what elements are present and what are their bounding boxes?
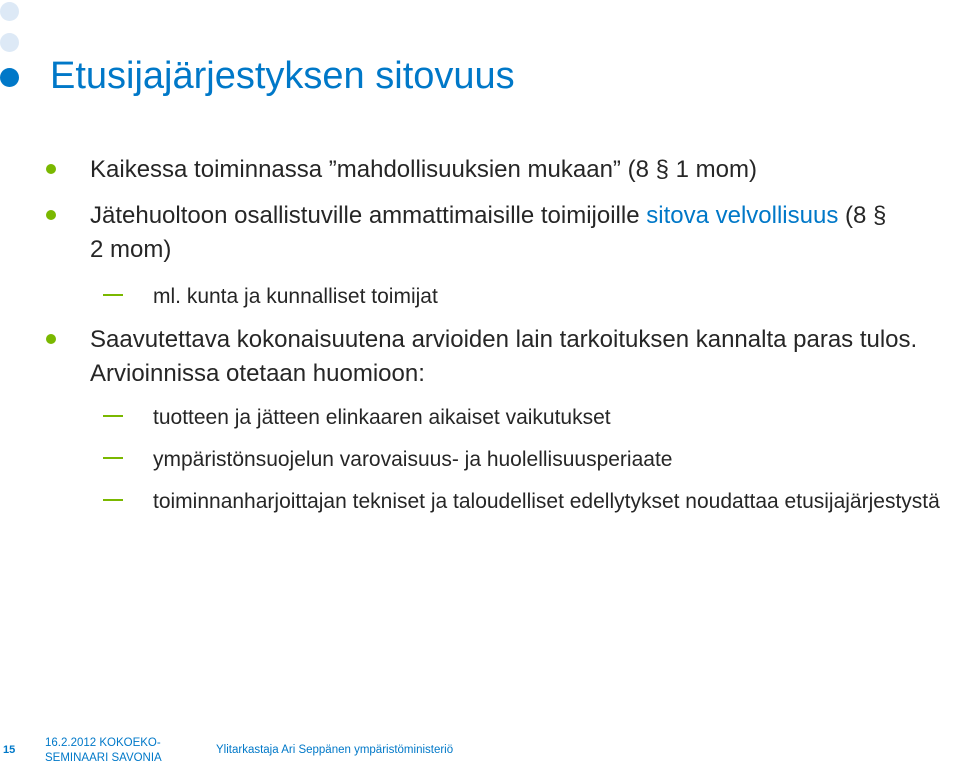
- sub-item-text: ympäristönsuojelun varovaisuus- ja huolellisuusperiaate: [153, 448, 673, 471]
- bullet-marker: [46, 210, 56, 220]
- sub-item-3-1: [153, 401, 953, 434]
- bullet-text-highlight: sitova velvollisuus: [646, 202, 839, 229]
- footer-date: 16.2.2012 KOKOEKO-SEMINAARI SAVONIA: [45, 737, 162, 764]
- decorative-dot-middle: [0, 33, 19, 52]
- bullet-text: Kaikessa toiminnassa ”mahdollisuuksien mukaan” (8 § 1 mom): [90, 156, 757, 183]
- title-dot: [0, 68, 19, 87]
- bullet-text-after: (8 § 2 mom): [90, 202, 887, 263]
- bullet-item-3: [90, 323, 960, 391]
- sub-item-3-2: [153, 443, 953, 476]
- sub-item-2-1: [153, 280, 953, 313]
- sub-item-text: tuotteen ja jätteen elinkaaren aikaiset vaikutukset: [153, 406, 611, 429]
- footer-author: Ylitarkastaja Ari Seppänen ympäristöministeriö: [216, 744, 454, 756]
- bullet-text-before: Jätehuoltoon osallistuville ammattimaisille toimijoille: [90, 202, 647, 229]
- bullet-item-2: [90, 199, 890, 267]
- dash-marker: [103, 294, 123, 296]
- bullet-text: Saavutettava kokonaisuutena arvioiden lain tarkoituksen kannalta paras tulos. Arvioinnissa otetaan huomioon:: [90, 326, 918, 387]
- slide-title: Etusijajärjestyksen sitovuus: [50, 55, 515, 97]
- sub-item-text: toiminnanharjoittajan tekniset ja taloudelliset edellytykset noudattaa etusijajärjestystä: [153, 490, 940, 513]
- decorative-dot-top: [0, 2, 19, 21]
- dash-marker: [103, 415, 123, 417]
- dash-marker: [103, 457, 123, 459]
- bullet-marker: [46, 164, 56, 174]
- page-number: 15: [3, 744, 16, 756]
- sub-item-text: ml. kunta ja kunnalliset toimijat: [153, 285, 438, 308]
- dash-marker: [103, 499, 123, 501]
- sub-item-3-3: [153, 485, 953, 518]
- bullet-item-1: [90, 153, 960, 187]
- bullet-marker: [46, 334, 56, 344]
